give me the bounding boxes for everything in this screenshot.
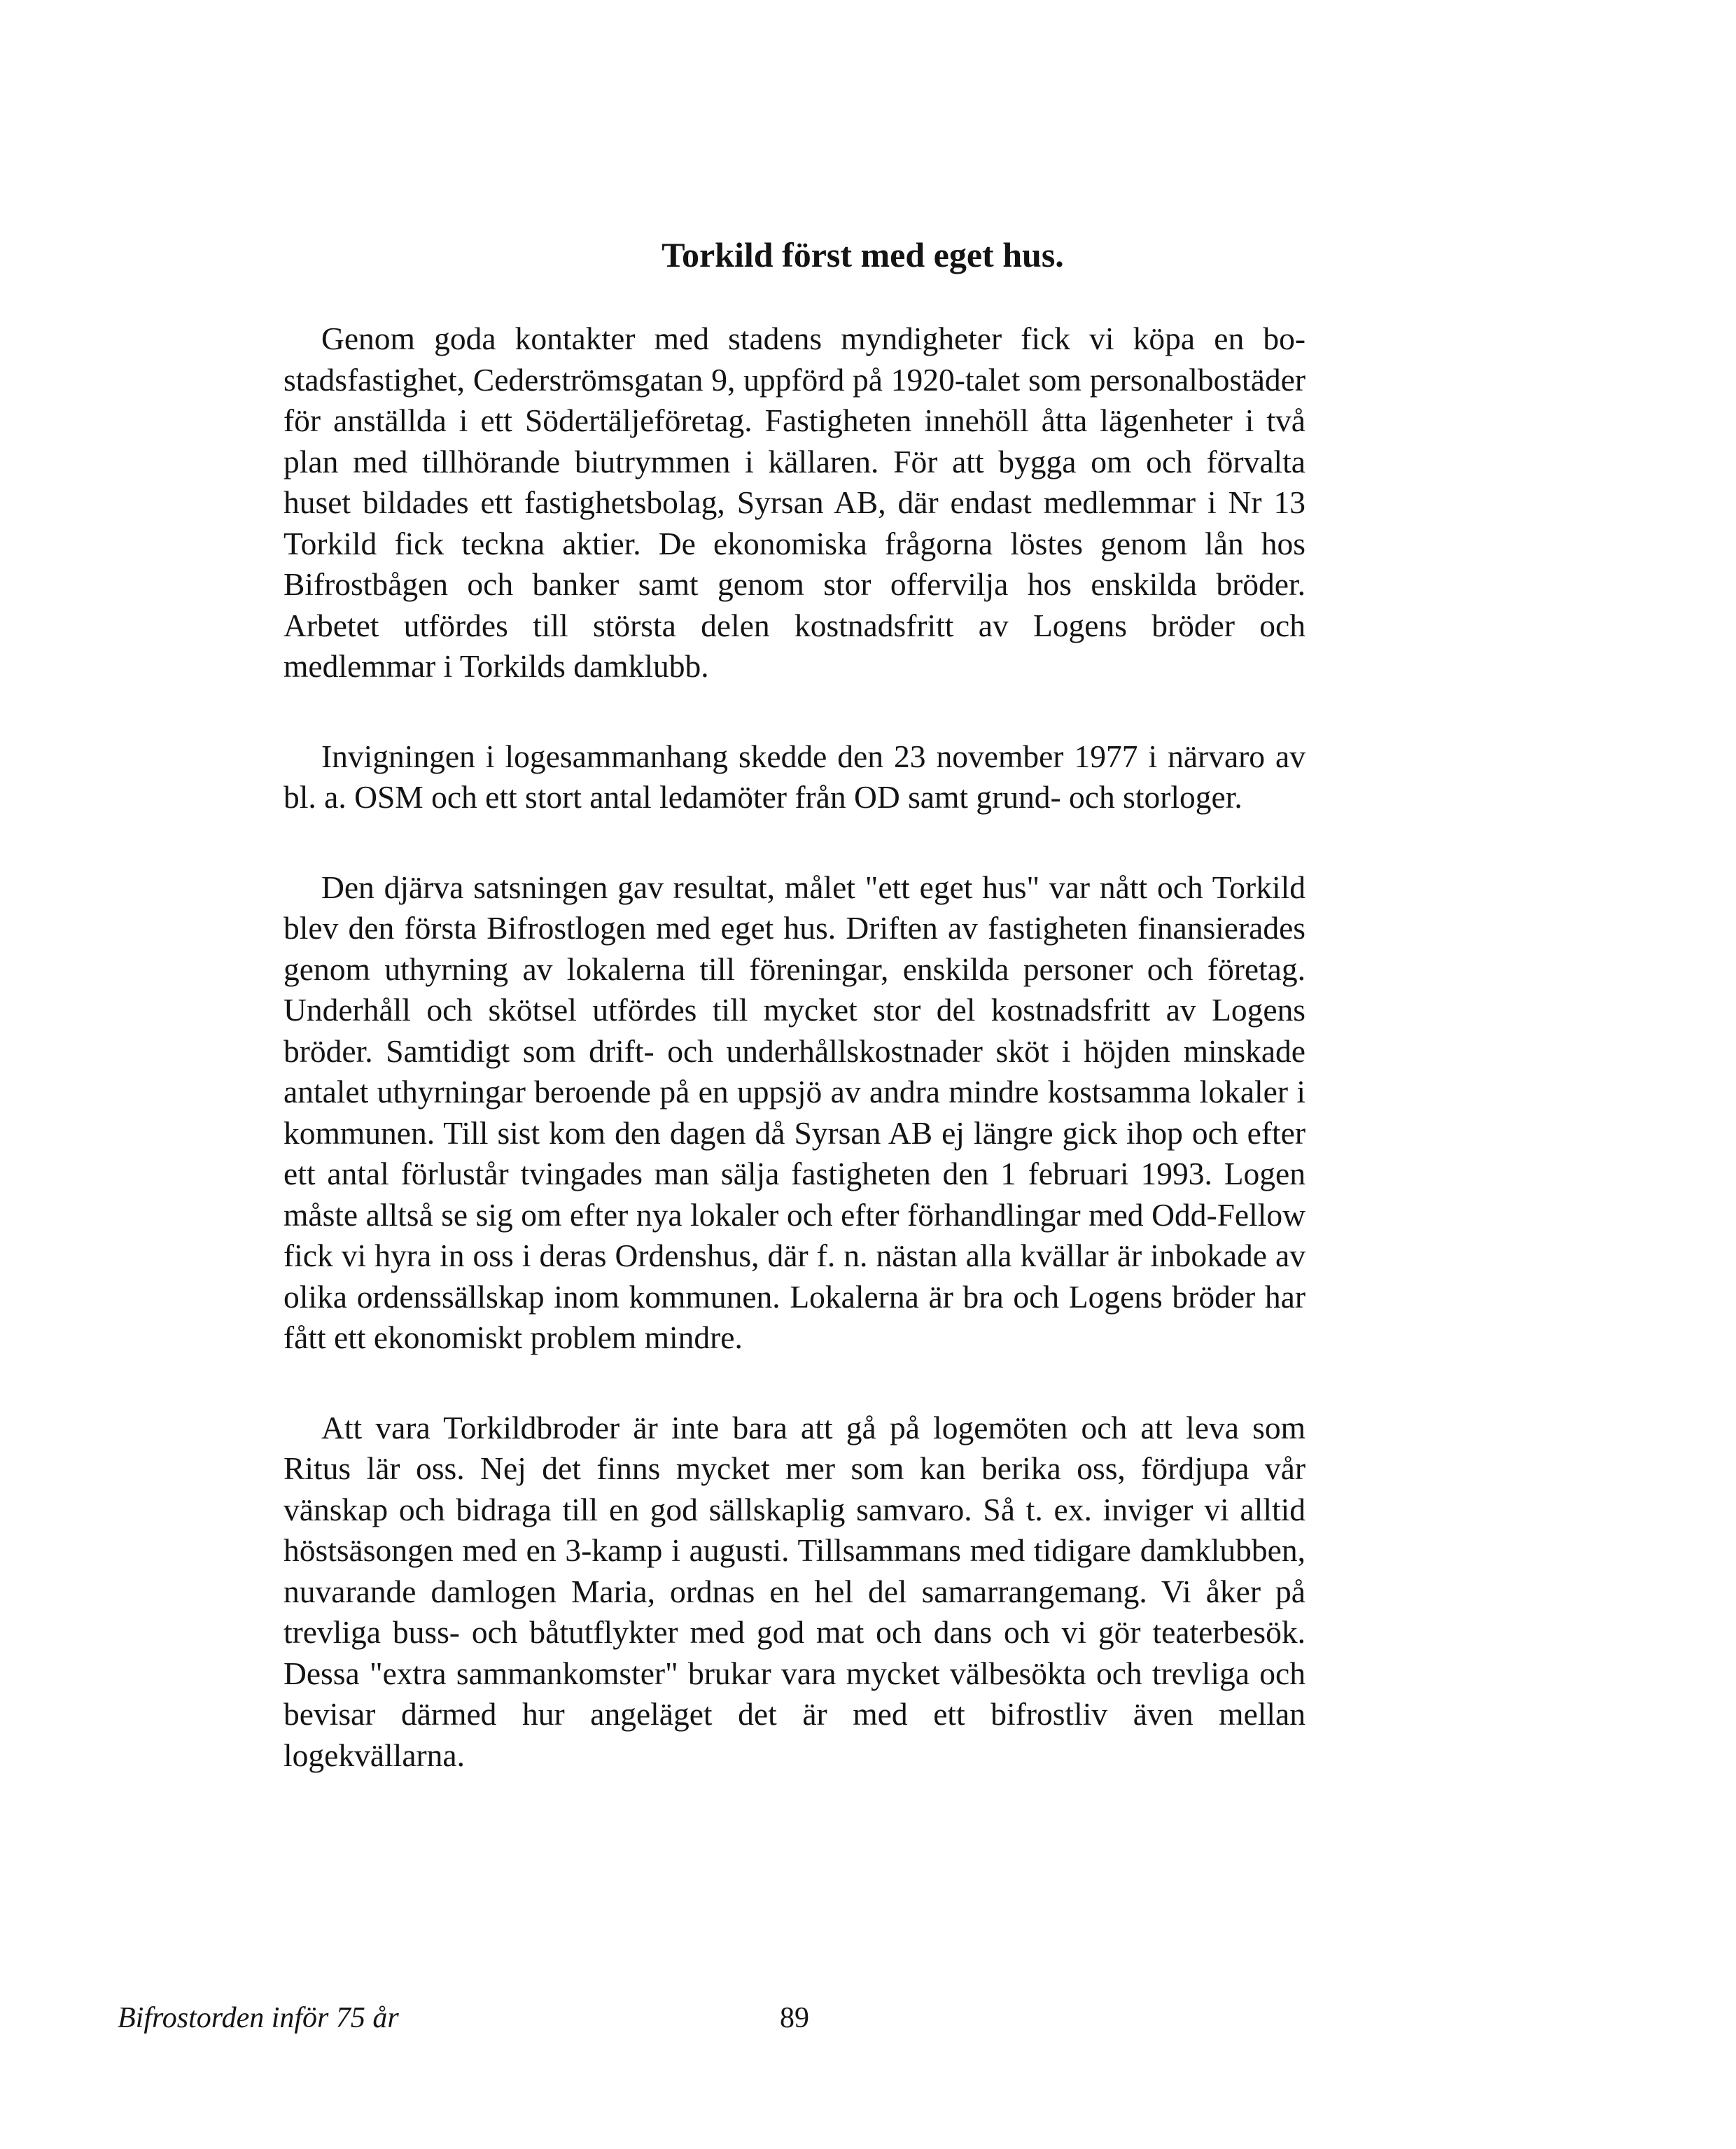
body-text bbox=[284, 318, 1306, 1776]
page-title: Torkild först med eget hus. bbox=[662, 235, 1064, 274]
paragraph-property-purchase: Genom goda kontakter med stadens myndigheter fick vi köpa en bostadsfastighet, Cederströmsgatan 9, uppförd på 1920-talet som personalbostäder för anställda i ett Södertäljeföretag. Fastigheten innehöll åtta lägenheter i två plan med tillhörande biutrymmen i källaren. För att bygga om och förvalta huset bildades ett fastighetsbolag, Syrsan AB, där endast medlemmar i Nr 13 Torkild fick teckna aktier. De ekonomiska frågorna löstes genom lån hos Bifrostbågen och banker samt genom stor offervilja hos enskilda bröder. Arbetet utfördes till största delen kostnadsfritt av Logens bröder och medlemmar i Torkilds damklubb. bbox=[284, 321, 1306, 684]
footer-book-title: Bifrostorden inför 75 år bbox=[118, 2002, 399, 2034]
paragraph-own-house: Den djärva satsningen gav resultat, målet "ett eget hus" var nått och Torkild blev den första Bifrostlogen med eget hus. Driften av fastigheten finansierades genom uthyrning av lokalerna till föreningar, enskilda personer och företag. Underhåll och skötsel utfördes till mycket stor del kostnadsfritt av Logens bröder. Samtidigt som drift- och underhållskostnader sköt i höjden minskade antalet uthyrningar beroende på en uppsjö av andra mindre kostsamma lokaler i kommunen. Till sist kom den dagen då Syrsan AB ej längre gick ihop och efter ett antal förlustår tvingades man sälja fastigheten den 1 februari 1993. Logen måste alltså se sig om efter nya lokaler och efter förhandlingar med Odd-Fellow fick vi hyra in oss i deras Ordenshus, där f. n. nästan alla kvällar är inbokade av olika ordenssällskap inom kommunen. Lokalerna är bra och Logens bröder har fått ett ekonomiskt problem mindre. bbox=[284, 869, 1306, 1355]
paragraph-social-life: Att vara Torkildbroder är inte bara att gå på logemöten och att leva som Ritus lär oss. Nej det finns mycket mer som kan berika oss, fördjupa vår vänskap och bidraga till en god sällskaplig samvaro. Så t. ex. inviger vi alltid höstsäsongen med en 3-kamp i augusti. Tillsammans med tidigare damklubben, nuvarande damlogen Maria, ordnas en hel del samarrangemang. Vi åker på trevliga buss- och båtutflykter med god mat och dans och vi gör teaterbesök. Dessa "extra sammankomster" brukar vara mycket välbesökta och trevliga och bevisar därmed hur angeläget det är med ett bifrostliv även mellan logekvällarna. bbox=[284, 1409, 1306, 1773]
paragraph-inauguration: Invigningen i logesammanhang skedde den 23 november 1977 i närvaro av bl. a. OSM och ett stort antal ledamöter från OD samt grund- och storloger. bbox=[284, 738, 1306, 815]
page-number: 89 bbox=[780, 2002, 809, 2034]
